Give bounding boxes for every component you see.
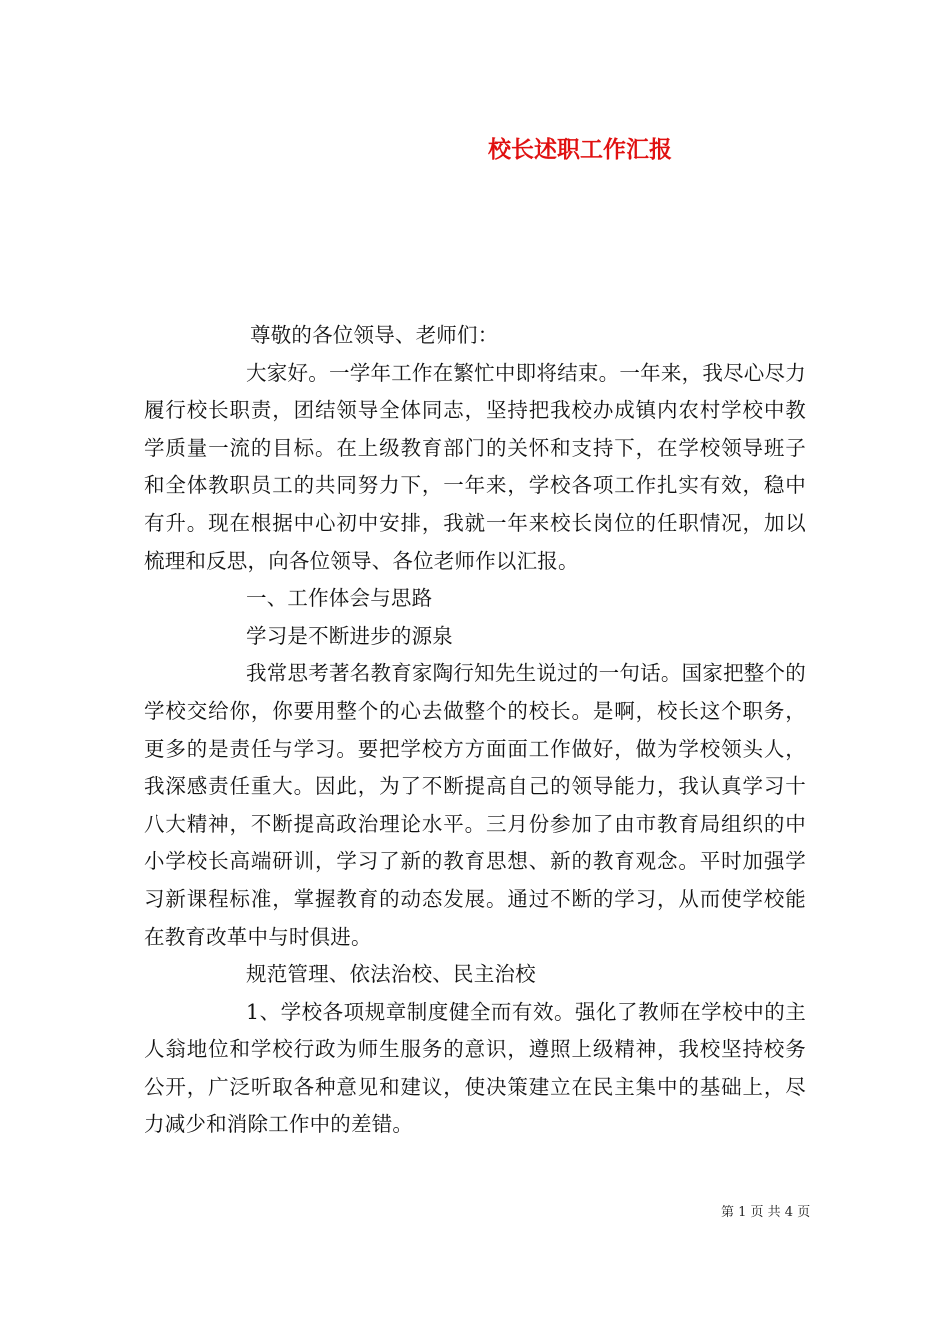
- subsection-heading: 学习是不断进步的源泉: [246, 623, 453, 648]
- document-body: [144, 317, 806, 1144]
- salutation: 尊敬的各位领导、老师们：: [250, 323, 499, 347]
- section-heading: 一、工作体会与思路: [246, 586, 433, 611]
- page-footer: 第 1 页 共 4 页: [721, 1205, 811, 1220]
- management-paragraph: 1、学校各项规章制度健全而有效。强化了教师在学校中的主人翁地位和学校行政为师生服务的意识，遵照上级精神，我校坚持校务公开，广泛听取各种意见和建议，使决策建立在民主集中的基础上，尽力减少和消除工作中的差错。: [144, 999, 806, 1137]
- subsection-heading: 规范管理、依法治校、民主治校: [246, 962, 536, 987]
- document-title: 校长述职工作汇报: [488, 136, 672, 163]
- intro-paragraph: 大家好。一学年工作在繁忙中即将结束。一年来，我尽心尽力履行校长职责，团结领导全体同志，坚持把我校办成镇内农村学校中教学质量一流的目标。在上级教育部门的关怀和支持下，在学校领导班子和全体教职员工的共同努力下，一年来，学校各项工作扎实有效，稳中有升。现在根据中心初中安排，我就一年来校长岗位的任职情况，加以梳理和反思，向各位领导、各位老师作以汇报。: [144, 360, 806, 573]
- learning-paragraph: 我常思考著名教育家陶行知先生说过的一句话。国家把整个的学校交给你，你要用整个的心去做整个的校长。是啊，校长这个职务，更多的是责任与学习。要把学校方方面面工作做好，做为学校领头人，我深感责任重大。因此，为了不断提高自己的领导能力，我认真学习十八大精神，不断提高政治理论水平。三月份参加了由市教育局组织的中小学校长高端研训，学习了新的教育思想、新的教育观念。平时加强学习新课程标准，掌握教育的动态发展。通过不断的学习，从而使学校能在教育改革中与时俱进。: [144, 661, 806, 949]
